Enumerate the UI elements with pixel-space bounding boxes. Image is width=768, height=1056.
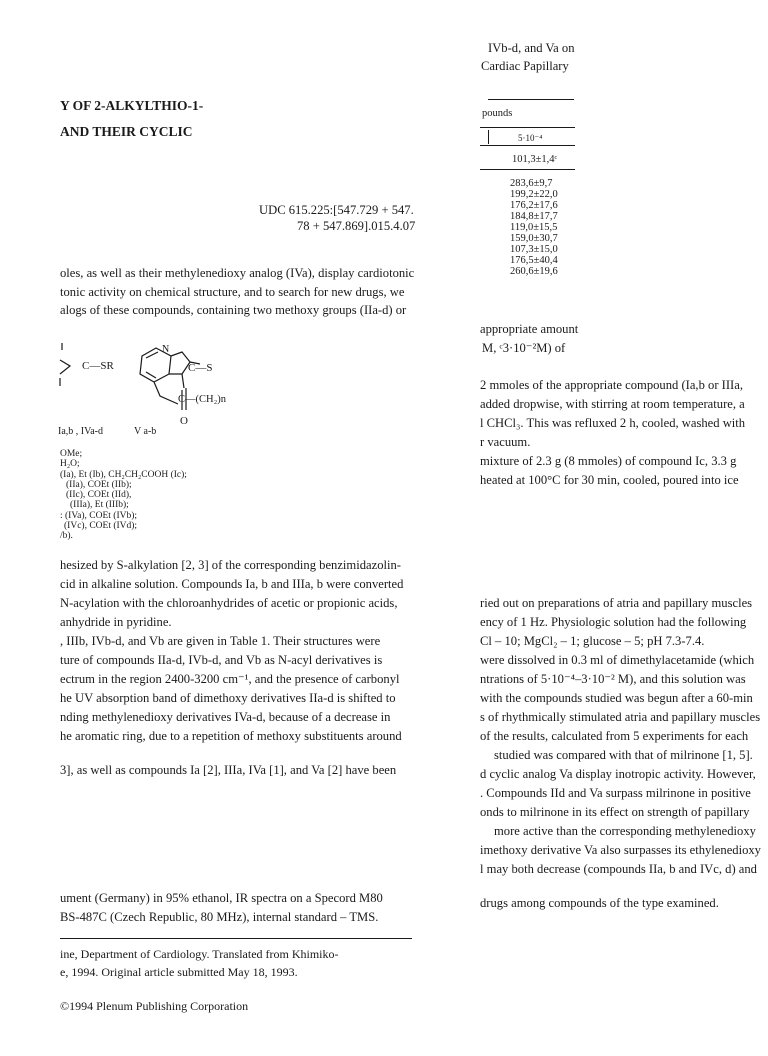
right-main-line: Cl – 10; MgCl₂ – 1; glucose – 5; pH 7.3-7.4. (480, 634, 705, 648)
table-value: 176,5±40,4 (510, 255, 558, 266)
left-main-line: hesized by S-alkylation [2, 3] of the corresponding benzimidazolin- (60, 558, 401, 572)
right-main-line: onds to milrinone in its effect on strength of papillary (480, 805, 750, 819)
right-block-line: r vacuum. (480, 435, 531, 449)
table-values-column (510, 178, 558, 277)
legend-line: (Ia), Et (Ib), CH₂CH₂COOH (Ic); (60, 469, 187, 480)
left-main-line: cid in alkaline solution. Compounds Ia, b and IIIa, b were converted (60, 577, 404, 591)
left-main-line: he UV absorption band of dimethoxy derivatives IIa-d is shifted to (60, 691, 396, 705)
right-main-line: ency of 1 Hz. Physiologic solution had the following (480, 615, 747, 629)
legend-line: /b). (60, 531, 73, 542)
table-value: 107,3±15,0 (510, 244, 558, 255)
table-value: 199,2±22,0 (510, 189, 558, 200)
right-block-line: mixture of 2.3 g (8 mmoles) of compound Ic, 3.3 g (480, 454, 737, 468)
legend-line: (IIIa), Et (IIIb); (70, 500, 129, 511)
right-main-line: imethoxy derivative Va also surpasses its ethylenedioxy (480, 843, 761, 857)
structure-cs-group: C—S (188, 362, 213, 374)
table-first-rule (480, 169, 575, 170)
right-main-line: were dissolved in 0.3 ml of dimethylacetamide (which (480, 653, 755, 667)
intro-line: alogs of these compounds, containing two methoxy groups (IIa-d) or (60, 303, 407, 317)
right-block-line: l CHCl₃. This was refluxed 2 h, cooled, washed with (480, 416, 746, 430)
right-main-line: more active than the corresponding methylenedioxy (494, 824, 756, 838)
article-title-line-1: Y OF 2-ALKYLTHIO-1- (60, 98, 204, 113)
left-main-line: ectrum in the region 2400-3200 cm⁻¹, and the presence of carbonyl (60, 672, 400, 686)
instrument-line: ument (Germany) in 95% ethanol, IR spectra on a Specord M80 (60, 891, 383, 905)
structure-legend (60, 449, 187, 542)
intro-line: oles, as well as their methylenedioxy analog (IVa), display cardiotonic (60, 266, 415, 280)
udc-line-1: UDC 615.225:[547.729 + 547. (259, 203, 414, 217)
table-header-rule (480, 127, 575, 128)
legend-line: (IVc), COEt (IVd); (64, 521, 138, 532)
table-top-rule (488, 99, 574, 100)
footnote-line: ine, Department of Cardiology. Translated from Khimiko- (60, 947, 339, 961)
structure-label-1: Ia,b , IVa-d (58, 426, 103, 437)
table-concentration: 5·10⁻⁴ (518, 133, 543, 143)
legend-line: H₂O; (60, 459, 80, 470)
right-main-line: d cyclic analog Va display inotropic activity. However, (480, 767, 756, 781)
right-main-line: ntrations of 5·10⁻⁴–3·10⁻² M), and this solution was (480, 672, 746, 686)
table-value: 283,6±9,7 (510, 178, 553, 189)
right-main-line: l may both decrease (compounds IIa, b and IVc, d) and (480, 862, 757, 876)
structure-nitrogen: N (162, 344, 170, 355)
right-mid-line: appropriate amount (480, 322, 579, 336)
left-main-line: ture of compounds IIa-d, IVb-d, and Vb as N-acyl derivatives is (60, 653, 383, 667)
instrument-line: BS-487C (Czech Republic, 80 MHz), internal standard – TMS. (60, 910, 379, 924)
table-value: 159,0±30,7 (510, 233, 558, 244)
structure-ch2n-group: C—(CH₂)n (178, 394, 226, 405)
footnote-rule (60, 938, 412, 939)
structure-sr-group: C—SR (82, 360, 114, 372)
left-main-line: N-acylation with the chloroanhydrides of acetic or propionic acids, (60, 596, 398, 610)
right-main-line: ried out on preparations of atria and papillary muscles (480, 596, 753, 610)
table-first-value: 101,3±1,4ᶜ (512, 154, 558, 165)
table-sub-rule (480, 145, 575, 146)
left-reference-line: 3], as well as compounds Ia [2], IIIa, IVa [1], and Va [2] have been (60, 763, 397, 777)
left-main-line: he aromatic ring, due to a repetition of methoxy substituents around (60, 729, 402, 743)
intro-line: tonic activity on chemical structure, and to search for new drugs, we (60, 285, 405, 299)
table-value: 184,8±17,7 (510, 211, 558, 222)
right-main-line: studied was compared with that of milrinone [1, 5]. (494, 748, 753, 762)
table-value: 119,0±15,5 (510, 222, 558, 233)
footnote-line: e, 1994. Original article submitted May 18, 1993. (60, 965, 298, 979)
right-block-line: 2 mmoles of the appropriate compound (Ia,b or IIIa, (480, 378, 743, 392)
table-value: 176,2±17,6 (510, 200, 558, 211)
right-main-line: with the compounds studied was begun after a 60-min (480, 691, 753, 705)
right-main-line: of the results, calculated from 5 experiments for each (480, 729, 749, 743)
table-vertical-rule (488, 130, 489, 144)
table-value: 260,6±19,6 (510, 266, 558, 277)
structure-carbonyl-o: O (180, 415, 188, 427)
right-main-line: . Compounds IId and Va surpass milrinone in positive (480, 786, 751, 800)
chemical-structure (56, 338, 246, 438)
left-main-line: anhydride in pyridine. (60, 615, 172, 629)
udc-line-2: 78 + 547.869].015.4.07 (297, 219, 416, 233)
legend-line: : (IVa), COEt (IVb); (60, 510, 138, 521)
right-block-line: added dropwise, with stirring at room temperature, a (480, 397, 745, 411)
legend-line: OMe; (60, 449, 83, 459)
right-mid-line: M, ᶜ3·10⁻²M) of (482, 341, 566, 355)
right-block-line: heated at 100°C for 30 min, cooled, poured into ice (480, 473, 739, 487)
article-title-line-2: AND THEIR CYCLIC (60, 124, 193, 139)
right-end-line: drugs among compounds of the type examined. (480, 896, 719, 910)
right-main-line: s of rhythmically stimulated atria and papillary muscles (480, 710, 761, 724)
copyright-notice: ©1994 Plenum Publishing Corporation (60, 999, 249, 1013)
left-main-line: , IIIb, IVb-d, and Vb are given in Table 1. Their structures were (60, 634, 381, 648)
legend-line: (IIa), COEt (IIb); (66, 479, 132, 490)
left-main-line: nding methylenedioxy derivatives IVa-d, because of a decrease in (60, 710, 391, 724)
header-right-line-2: Cardiac Papillary (481, 59, 569, 73)
table-header-label: pounds (482, 108, 513, 119)
structure-label-2: V a-b (134, 426, 157, 437)
header-right-line-1: IVb-d, and Va on (488, 41, 575, 55)
legend-line: (IIc), COEt (IId), (66, 490, 132, 501)
